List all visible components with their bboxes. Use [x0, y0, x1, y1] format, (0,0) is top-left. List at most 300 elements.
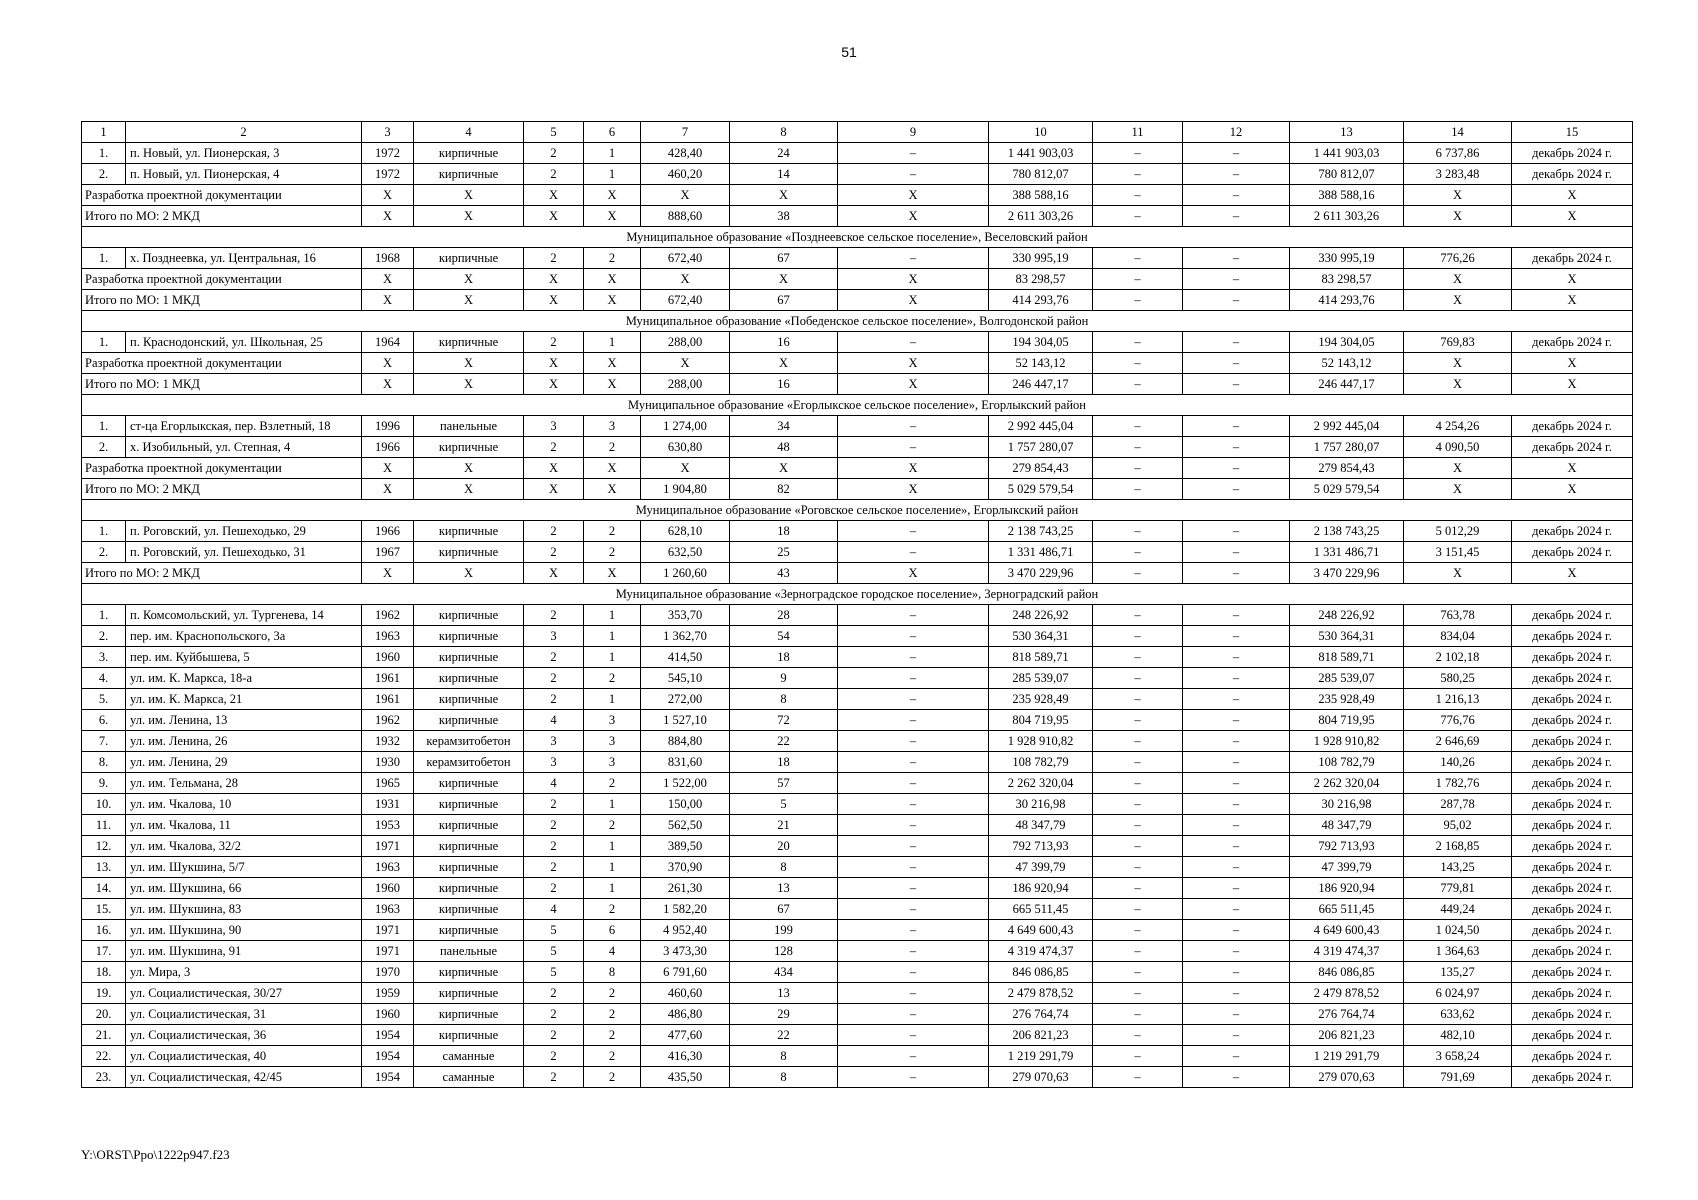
row-number: 10. [82, 794, 126, 815]
table-cell: 460,20 [641, 164, 730, 185]
table-cell: 1967 [362, 542, 414, 563]
table-cell: – [838, 941, 989, 962]
table-cell: 47 399,79 [989, 857, 1093, 878]
table-cell: Х [730, 353, 838, 374]
table-cell: 530 364,31 [989, 626, 1093, 647]
table-row [82, 920, 1633, 941]
table-row [82, 899, 1633, 920]
table-row [82, 626, 1633, 647]
table-cell: – [838, 836, 989, 857]
table-row [82, 878, 1633, 899]
table-cell: кирпичные [414, 983, 524, 1004]
row-number: 22. [82, 1046, 126, 1067]
table-cell: 2 [584, 773, 641, 794]
table-cell: 1 [584, 857, 641, 878]
table-cell: 140,26 [1404, 752, 1512, 773]
table-cell: 3 [584, 416, 641, 437]
table-cell: 2 [524, 1067, 584, 1088]
table-cell: декабрь 2024 г. [1512, 857, 1633, 878]
table-cell: 2 102,18 [1404, 647, 1512, 668]
table-cell: – [1093, 458, 1183, 479]
table-cell: 83 298,57 [1290, 269, 1404, 290]
column-header-14: 14 [1404, 122, 1512, 143]
table-cell: 2 992 445,04 [989, 416, 1093, 437]
table-cell: декабрь 2024 г. [1512, 521, 1633, 542]
table-cell: 5 [524, 962, 584, 983]
table-cell: 48 347,79 [1290, 815, 1404, 836]
table-cell: 672,40 [641, 248, 730, 269]
address-cell: ул. Мира, 3 [126, 962, 362, 983]
table-cell: 776,76 [1404, 710, 1512, 731]
address-cell: п. Роговский, ул. Пешеходько, 31 [126, 542, 362, 563]
table-cell: 2 [584, 1067, 641, 1088]
table-cell: Х [641, 269, 730, 290]
table-cell: – [1183, 353, 1290, 374]
row-number: 11. [82, 815, 126, 836]
table-cell: – [1093, 878, 1183, 899]
table-cell: 2 [524, 1025, 584, 1046]
table-cell: декабрь 2024 г. [1512, 773, 1633, 794]
table-cell: Х [838, 185, 989, 206]
row-number: 13. [82, 857, 126, 878]
table-cell: 13 [730, 878, 838, 899]
table-cell: 1 [584, 164, 641, 185]
table-cell: Х [1404, 458, 1512, 479]
table-cell: 2 [524, 164, 584, 185]
table-cell: 4 090,50 [1404, 437, 1512, 458]
summary-row [82, 353, 1633, 374]
table-cell: – [1093, 416, 1183, 437]
table-cell: 628,10 [641, 521, 730, 542]
table-cell: – [1093, 752, 1183, 773]
table-cell: – [838, 626, 989, 647]
table-cell: Х [1404, 206, 1512, 227]
table-cell: 846 086,85 [1290, 962, 1404, 983]
table-cell: 3 473,30 [641, 941, 730, 962]
table-cell: кирпичные [414, 332, 524, 353]
table-cell: Х [414, 290, 524, 311]
row-number: 2. [82, 626, 126, 647]
table-cell: Х [584, 269, 641, 290]
table-cell: 388 588,16 [989, 185, 1093, 206]
table-cell: 1996 [362, 416, 414, 437]
table-cell: кирпичные [414, 542, 524, 563]
table-cell: 2 [584, 1004, 641, 1025]
table-cell: 18 [730, 647, 838, 668]
table-cell: 580,25 [1404, 668, 1512, 689]
table-cell: – [1093, 332, 1183, 353]
table-cell: 665 511,45 [989, 899, 1093, 920]
table-cell: 186 920,94 [989, 878, 1093, 899]
table-cell: – [1183, 185, 1290, 206]
summary-row [82, 290, 1633, 311]
table-cell: – [838, 416, 989, 437]
table-cell: – [1093, 689, 1183, 710]
table-cell: декабрь 2024 г. [1512, 416, 1633, 437]
table-cell: 414 293,76 [1290, 290, 1404, 311]
address-cell: ул. им. Чкалова, 11 [126, 815, 362, 836]
table-cell: керамзитобетон [414, 731, 524, 752]
table-cell: 530 364,31 [1290, 626, 1404, 647]
row-number: 2. [82, 437, 126, 458]
table-cell: 1930 [362, 752, 414, 773]
table-cell: – [1093, 1046, 1183, 1067]
address-cell: ул. им. Шукшина, 5/7 [126, 857, 362, 878]
table-cell: 1 274,00 [641, 416, 730, 437]
row-number: 19. [82, 983, 126, 1004]
address-cell: ул. им. Ленина, 29 [126, 752, 362, 773]
table-cell: Х [1404, 290, 1512, 311]
table-cell: – [1093, 164, 1183, 185]
table-row [82, 164, 1633, 185]
table-cell: Х [1512, 563, 1633, 584]
address-cell: ул. им. Ленина, 26 [126, 731, 362, 752]
table-cell: Х [1512, 374, 1633, 395]
table-cell: 884,80 [641, 731, 730, 752]
row-number: 2. [82, 542, 126, 563]
table-cell: 206 821,23 [1290, 1025, 1404, 1046]
table-cell: 28 [730, 605, 838, 626]
table-cell: – [1183, 458, 1290, 479]
table-cell: – [838, 1025, 989, 1046]
table-cell: Х [362, 185, 414, 206]
table-cell: 1963 [362, 899, 414, 920]
table-cell: Х [584, 353, 641, 374]
table-cell: 449,24 [1404, 899, 1512, 920]
table-cell: 1 [584, 794, 641, 815]
table-cell: – [1183, 983, 1290, 1004]
table-cell: 330 995,19 [1290, 248, 1404, 269]
table-cell: 276 764,74 [1290, 1004, 1404, 1025]
table-cell: 2 [524, 878, 584, 899]
table-cell: 779,81 [1404, 878, 1512, 899]
table-cell: 2 992 445,04 [1290, 416, 1404, 437]
table-cell: 1966 [362, 437, 414, 458]
table-cell: 5 012,29 [1404, 521, 1512, 542]
table-cell: Х [1512, 353, 1633, 374]
table-cell: – [1093, 269, 1183, 290]
table-cell: 1954 [362, 1046, 414, 1067]
row-number: 1. [82, 521, 126, 542]
table-cell: 95,02 [1404, 815, 1512, 836]
table-cell: – [1183, 479, 1290, 500]
table-cell: – [1093, 1004, 1183, 1025]
table-cell: 831,60 [641, 752, 730, 773]
table-cell: 5 [524, 920, 584, 941]
table-cell: – [838, 983, 989, 1004]
table-cell: 2 [524, 332, 584, 353]
table-cell: Х [641, 185, 730, 206]
table-cell: 2 479 878,52 [1290, 983, 1404, 1004]
table-cell: 287,78 [1404, 794, 1512, 815]
row-number: 1. [82, 605, 126, 626]
section-header-row [82, 584, 1633, 605]
table-cell: 22 [730, 1025, 838, 1046]
table-cell: 1 260,60 [641, 563, 730, 584]
address-cell: ул. им. Чкалова, 32/2 [126, 836, 362, 857]
table-cell: – [1093, 353, 1183, 374]
table-cell: – [1183, 794, 1290, 815]
table-cell: Х [362, 458, 414, 479]
table-cell: Х [1404, 563, 1512, 584]
address-cell: п. Новый, ул. Пионерская, 3 [126, 143, 362, 164]
table-cell: Х [1512, 290, 1633, 311]
table-cell: кирпичные [414, 143, 524, 164]
table-cell: 1954 [362, 1067, 414, 1088]
table-cell: – [1093, 521, 1183, 542]
table-row [82, 815, 1633, 836]
summary-label: Разработка проектной документации [82, 458, 362, 479]
table-cell: 18 [730, 752, 838, 773]
table-cell: – [1183, 899, 1290, 920]
table-cell: 6 024,97 [1404, 983, 1512, 1004]
table-cell: – [838, 248, 989, 269]
column-header-7: 7 [641, 122, 730, 143]
table-cell: 4 952,40 [641, 920, 730, 941]
table-cell: 194 304,05 [1290, 332, 1404, 353]
table-cell: декабрь 2024 г. [1512, 332, 1633, 353]
table-row [82, 437, 1633, 458]
table-cell: кирпичные [414, 605, 524, 626]
table-cell: 1962 [362, 605, 414, 626]
table-cell: Х [584, 458, 641, 479]
table-cell: Х [524, 185, 584, 206]
table-cell: декабрь 2024 г. [1512, 941, 1633, 962]
address-cell: х. Изобильный, ул. Степная, 4 [126, 437, 362, 458]
table-cell: 633,62 [1404, 1004, 1512, 1025]
table-cell: – [838, 437, 989, 458]
table-cell: – [1183, 332, 1290, 353]
table-cell: Х [414, 206, 524, 227]
section-header-row [82, 311, 1633, 332]
summary-row [82, 269, 1633, 290]
address-cell: ул. Социалистическая, 40 [126, 1046, 362, 1067]
table-cell: 2 [524, 542, 584, 563]
table-cell: 8 [584, 962, 641, 983]
section-header-row [82, 500, 1633, 521]
summary-label: Разработка проектной документации [82, 353, 362, 374]
table-cell: – [1183, 164, 1290, 185]
section-header-row [82, 395, 1633, 416]
table-cell: 16 [730, 374, 838, 395]
table-cell: 67 [730, 290, 838, 311]
table-cell: 18 [730, 521, 838, 542]
summary-row [82, 479, 1633, 500]
table-cell: 1 928 910,82 [1290, 731, 1404, 752]
table-cell: 2 479 878,52 [989, 983, 1093, 1004]
column-header-12: 12 [1183, 122, 1290, 143]
address-cell: ул. им. Шукшина, 66 [126, 878, 362, 899]
row-number: 4. [82, 668, 126, 689]
table-cell: 4 319 474,37 [1290, 941, 1404, 962]
housing-repair-table [81, 121, 1633, 1088]
table-cell: декабрь 2024 г. [1512, 248, 1633, 269]
row-number: 9. [82, 773, 126, 794]
table-cell: – [1093, 185, 1183, 206]
table-cell: Х [838, 206, 989, 227]
table-cell: 1971 [362, 836, 414, 857]
table-cell: 285 539,07 [1290, 668, 1404, 689]
table-cell: Х [524, 374, 584, 395]
table-cell: 3 [524, 731, 584, 752]
table-cell: 3 [524, 626, 584, 647]
table-cell: – [1183, 626, 1290, 647]
table-cell: 4 [524, 899, 584, 920]
table-cell: – [838, 878, 989, 899]
table-cell: 1932 [362, 731, 414, 752]
summary-label: Итого по МО: 2 МКД [82, 563, 362, 584]
table-cell: 3 283,48 [1404, 164, 1512, 185]
table-cell: 1 [584, 689, 641, 710]
table-cell: – [838, 143, 989, 164]
table-cell: 1 441 903,03 [989, 143, 1093, 164]
table-cell: 416,30 [641, 1046, 730, 1067]
table-cell: 9 [730, 668, 838, 689]
table-cell: Х [1512, 458, 1633, 479]
table-cell: Х [362, 563, 414, 584]
table-cell: 8 [730, 857, 838, 878]
table-cell: 199 [730, 920, 838, 941]
table-cell: 279 854,43 [989, 458, 1093, 479]
table-cell: 4 649 600,43 [989, 920, 1093, 941]
row-number: 1. [82, 248, 126, 269]
column-header-15: 15 [1512, 122, 1633, 143]
table-cell: Х [414, 479, 524, 500]
table-cell: декабрь 2024 г. [1512, 668, 1633, 689]
table-cell: – [1183, 731, 1290, 752]
table-cell: Х [838, 458, 989, 479]
table-cell: 52 143,12 [989, 353, 1093, 374]
table-cell: декабрь 2024 г. [1512, 731, 1633, 752]
table-cell: 288,00 [641, 332, 730, 353]
table-cell: 1 928 910,82 [989, 731, 1093, 752]
table-cell: 4 254,26 [1404, 416, 1512, 437]
table-cell: – [838, 542, 989, 563]
table-cell: 818 589,71 [989, 647, 1093, 668]
table-cell: – [1093, 143, 1183, 164]
table-cell: Х [362, 269, 414, 290]
table-cell: кирпичные [414, 248, 524, 269]
table-cell: – [1183, 416, 1290, 437]
table-cell: – [838, 668, 989, 689]
table-cell: Х [524, 269, 584, 290]
table-cell: Х [730, 458, 838, 479]
table-cell: декабрь 2024 г. [1512, 983, 1633, 1004]
header-row [82, 122, 1633, 143]
table-cell: – [838, 773, 989, 794]
table-cell: 2 [524, 1046, 584, 1067]
address-cell: ул. им. Шукшина, 83 [126, 899, 362, 920]
table-row [82, 332, 1633, 353]
table-cell: – [1093, 794, 1183, 815]
address-cell: ул. им. К. Маркса, 21 [126, 689, 362, 710]
table-cell: 2 [524, 605, 584, 626]
table-row [82, 605, 1633, 626]
table-cell: 14 [730, 164, 838, 185]
table-cell: – [1093, 290, 1183, 311]
table-cell: 2 611 303,26 [989, 206, 1093, 227]
table-row [82, 962, 1633, 983]
table-cell: 1 [584, 332, 641, 353]
table-cell: 1960 [362, 1004, 414, 1025]
table-cell: Х [1512, 185, 1633, 206]
table-cell: декабрь 2024 г. [1512, 1046, 1633, 1067]
table-row [82, 794, 1633, 815]
table-cell: Х [838, 269, 989, 290]
table-cell: 54 [730, 626, 838, 647]
table-cell: 57 [730, 773, 838, 794]
table-cell: керамзитобетон [414, 752, 524, 773]
table-cell: 8 [730, 1067, 838, 1088]
table-cell: 3 [584, 752, 641, 773]
summary-label: Итого по МО: 2 МКД [82, 206, 362, 227]
table-cell: 30 216,98 [989, 794, 1093, 815]
address-cell: п. Новый, ул. Пионерская, 4 [126, 164, 362, 185]
table-row [82, 416, 1633, 437]
table-cell: 2 [584, 542, 641, 563]
address-cell: х. Позднеевка, ул. Центральная, 16 [126, 248, 362, 269]
table-cell: декабрь 2024 г. [1512, 710, 1633, 731]
address-cell: ул. Социалистическая, 31 [126, 1004, 362, 1025]
table-cell: 2 [584, 899, 641, 920]
column-header-5: 5 [524, 122, 584, 143]
table-cell: 2 [584, 1025, 641, 1046]
table-cell: 1 757 280,07 [989, 437, 1093, 458]
section-title: Муниципальное образование «Егорлыкское сельское поселение», Егорлыкский район [82, 395, 1633, 416]
table-cell: 5 029 579,54 [1290, 479, 1404, 500]
table-cell: 24 [730, 143, 838, 164]
table-cell: 1962 [362, 710, 414, 731]
section-title: Муниципальное образование «Зерноградское городское поселение», Зерноградский район [82, 584, 1633, 605]
table-row [82, 647, 1633, 668]
table-cell: 1 219 291,79 [989, 1046, 1093, 1067]
table-row [82, 1046, 1633, 1067]
table-cell: 108 782,79 [1290, 752, 1404, 773]
table-cell: – [1093, 731, 1183, 752]
table-cell: 1961 [362, 689, 414, 710]
table-cell: 388 588,16 [1290, 185, 1404, 206]
table-cell: 2 [584, 668, 641, 689]
table-cell: 143,25 [1404, 857, 1512, 878]
table-cell: 8 [730, 689, 838, 710]
table-cell: панельные [414, 416, 524, 437]
table-cell: 246 447,17 [989, 374, 1093, 395]
table-cell: – [1183, 605, 1290, 626]
table-cell: 72 [730, 710, 838, 731]
table-cell: – [1093, 1025, 1183, 1046]
table-cell: 52 143,12 [1290, 353, 1404, 374]
table-cell: Х [584, 374, 641, 395]
address-cell: ул. Социалистическая, 30/27 [126, 983, 362, 1004]
table-cell: Х [730, 185, 838, 206]
summary-row [82, 185, 1633, 206]
table-cell: Х [838, 290, 989, 311]
table-cell: 1972 [362, 164, 414, 185]
row-number: 1. [82, 416, 126, 437]
table-cell: 2 611 303,26 [1290, 206, 1404, 227]
row-number: 7. [82, 731, 126, 752]
column-header-10: 10 [989, 122, 1093, 143]
table-cell: Х [414, 269, 524, 290]
table-cell: 1959 [362, 983, 414, 1004]
table-row [82, 773, 1633, 794]
summary-label: Разработка проектной документации [82, 269, 362, 290]
table-cell: кирпичные [414, 710, 524, 731]
table-cell: 460,60 [641, 983, 730, 1004]
address-cell: пер. им. Куйбышева, 5 [126, 647, 362, 668]
table-cell: 4 [524, 773, 584, 794]
table-cell: 1965 [362, 773, 414, 794]
